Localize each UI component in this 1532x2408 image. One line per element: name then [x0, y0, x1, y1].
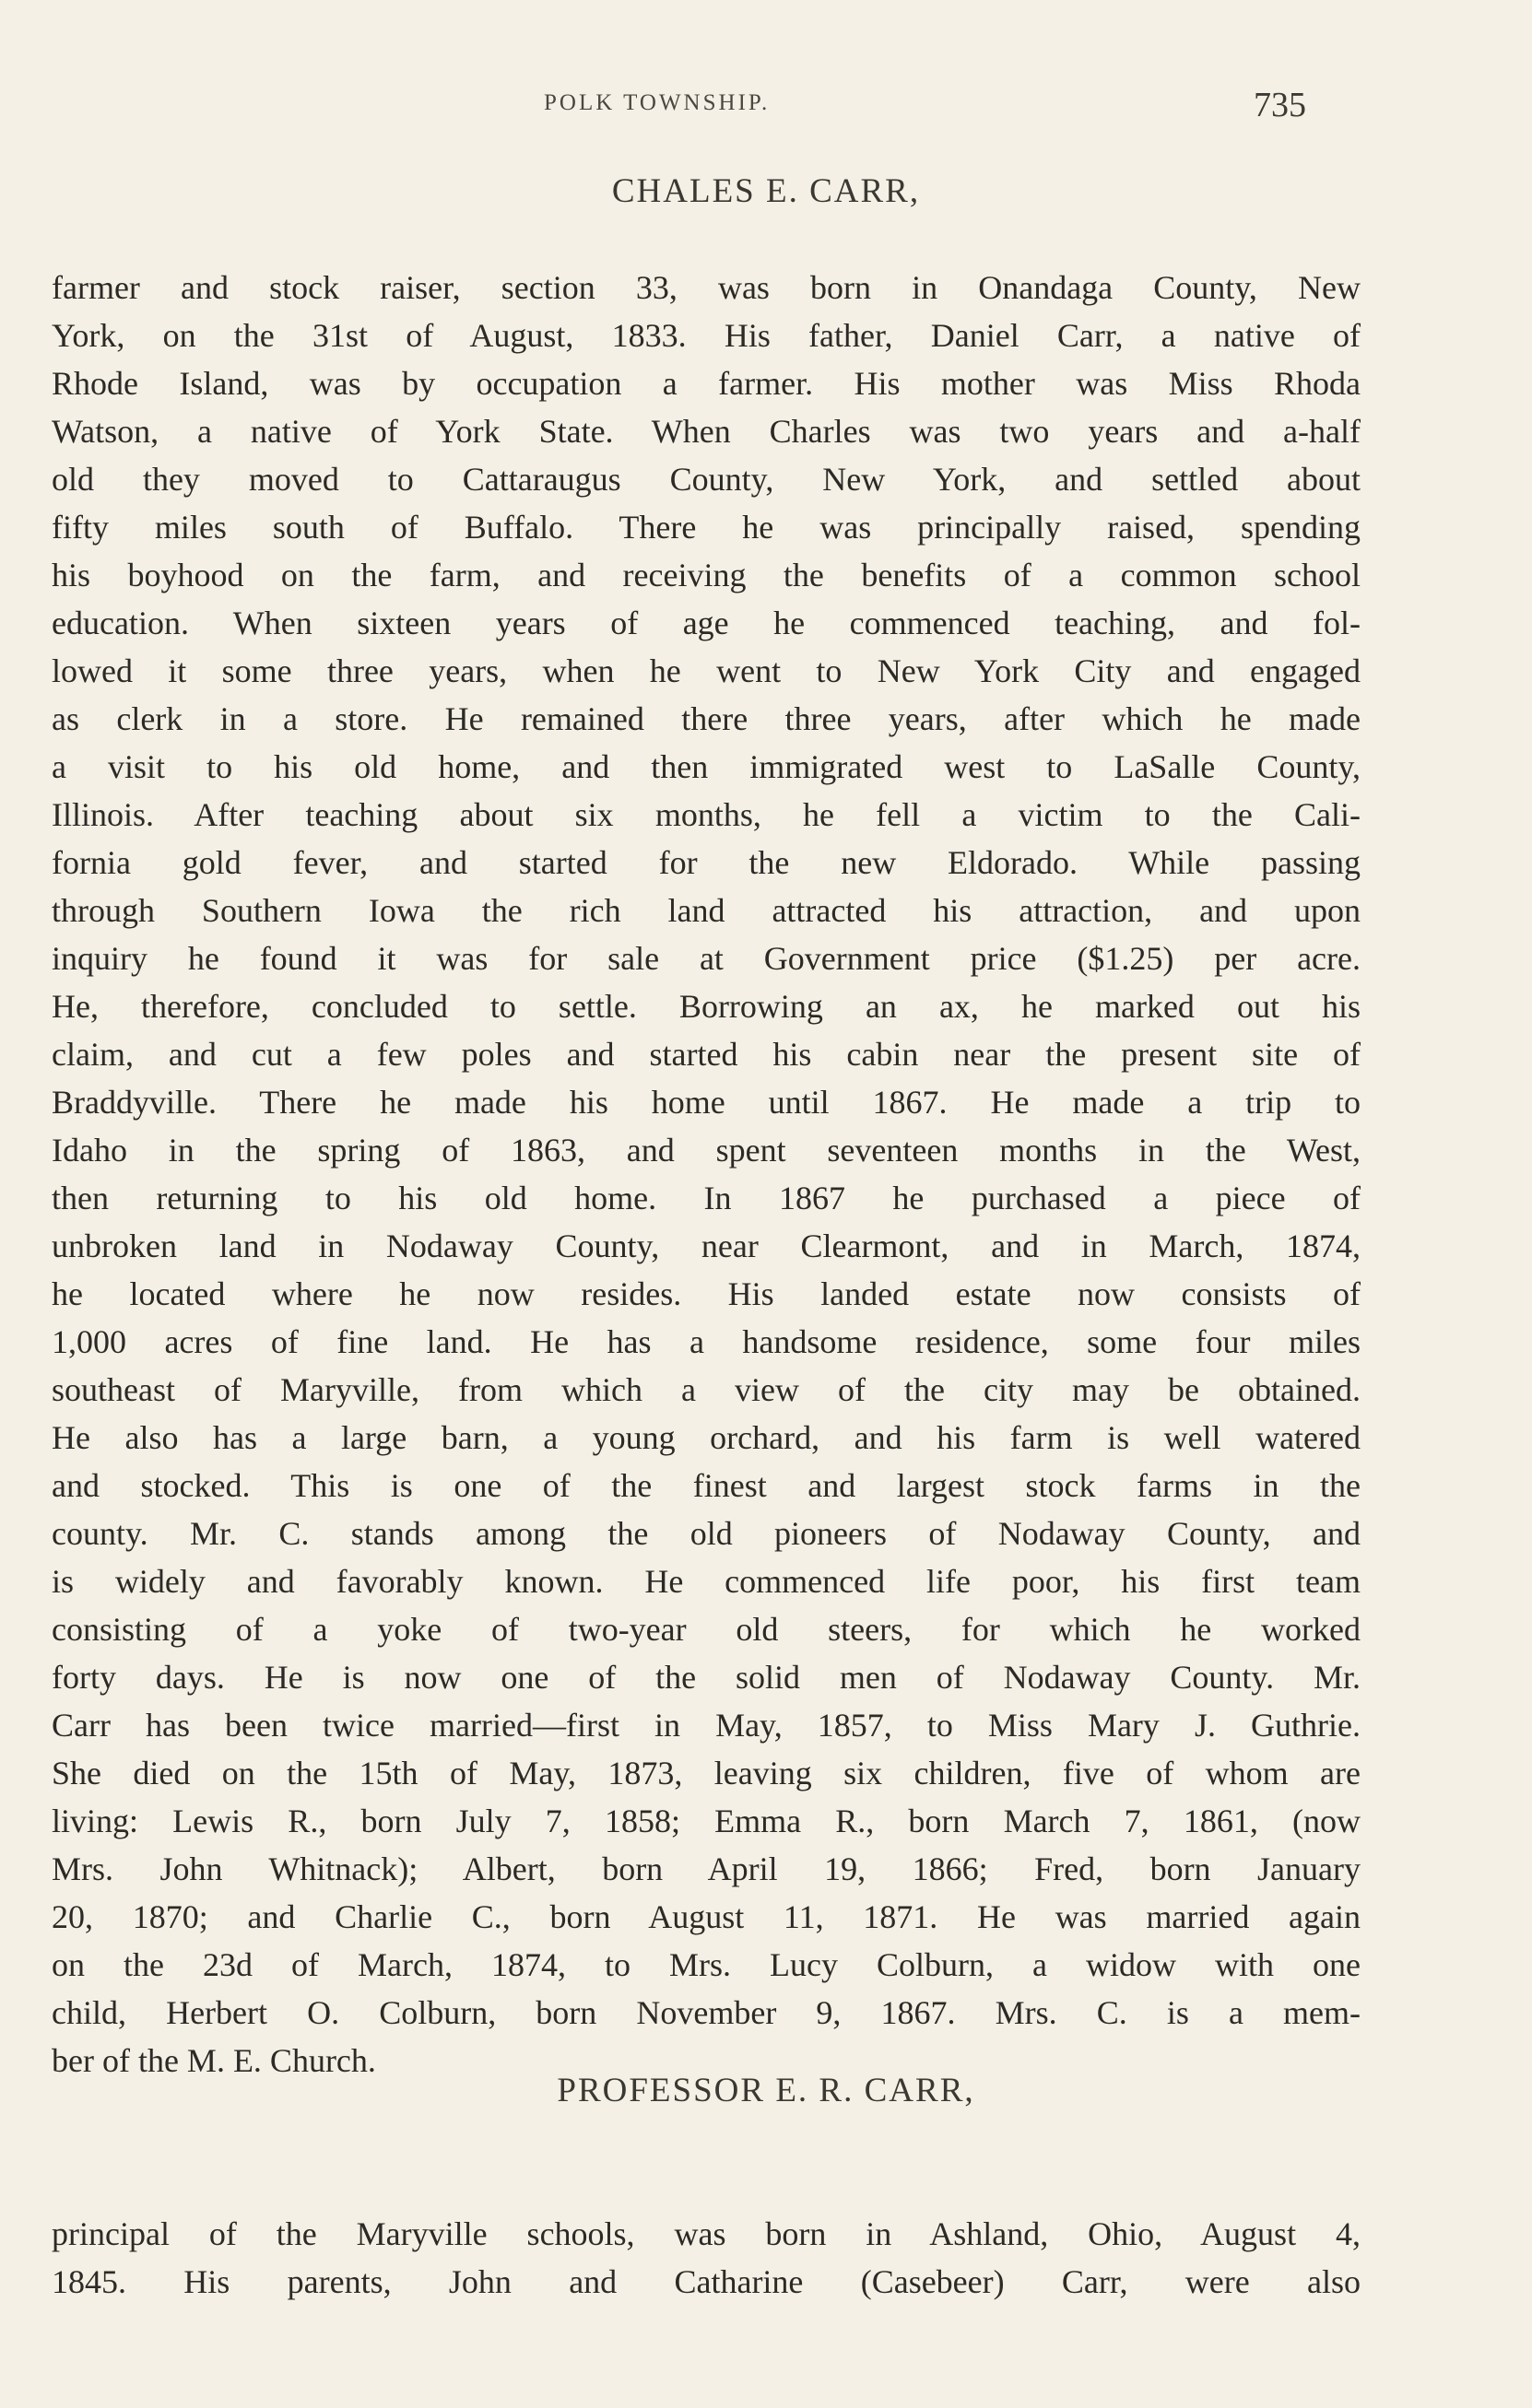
text-line: then returning to his old home. In 1867 he purchased a piece of	[52, 1180, 1361, 1216]
text-line: He also has a large barn, a young orchard, and his farm is well watered	[52, 1419, 1361, 1456]
text-line: forty days. He is now one of the solid men of Nodaway County. Mr.	[52, 1659, 1361, 1696]
text-line: Idaho in the spring of 1863, and spent seventeen months in the West,	[52, 1132, 1361, 1169]
running-head	[0, 86, 1532, 127]
text-line: unbroken land in Nodaway County, near Clearmont, and in March, 1874,	[52, 1227, 1361, 1264]
text-line: his boyhood on the farm, and receiving the benefits of a common school	[52, 557, 1361, 593]
text-line: Rhode Island, was by occupation a farmer. His mother was Miss Rhoda	[52, 365, 1361, 402]
text-line: farmer and stock raiser, section 33, was born in Onandaga County, New	[52, 269, 1361, 306]
text-line: Mrs. John Whitnack); Albert, born April 19, 1866; Fred, born January	[52, 1850, 1361, 1887]
text-line: child, Herbert O. Colburn, born November 9, 1867. Mrs. C. is a mem-	[52, 1994, 1361, 2031]
text-line: Braddyville. There he made his home until 1867. He made a trip to	[52, 1084, 1361, 1121]
text-line: as clerk in a store. He remained there three years, after which he made	[52, 700, 1361, 737]
biography-paragraph-charles-carr	[52, 264, 1361, 2085]
text-line: on the 23d of March, 1874, to Mrs. Lucy Colburn, a widow with one	[52, 1946, 1361, 1983]
text-line: Illinois. After teaching about six months, he fell a victim to the Cali-	[52, 796, 1361, 833]
text-line: inquiry he found it was for sale at Government price ($1.25) per acre.	[52, 940, 1361, 977]
section-heading-charles-carr: CHALES E. CARR,	[611, 172, 921, 210]
text-line: principal of the Maryville schools, was born in Ashland, Ohio, August 4,	[52, 2215, 1361, 2252]
running-title: POLK TOWNSHIP.	[544, 90, 771, 115]
text-line: is widely and favorably known. He commenced life poor, his first team	[52, 1563, 1361, 1600]
text-line: She died on the 15th of May, 1873, leaving six children, five of whom are	[52, 1755, 1361, 1791]
page-number: 735	[1254, 86, 1306, 124]
text-line: Watson, a native of York State. When Charles was two years and a-half	[52, 413, 1361, 450]
text-line: fifty miles south of Buffalo. There he was principally raised, spending	[52, 509, 1361, 546]
text-line: 1,000 acres of fine land. He has a handsome residence, some four miles	[52, 1323, 1361, 1360]
text-line: county. Mr. C. stands among the old pioneers of Nodaway County, and	[52, 1515, 1361, 1552]
text-line: a visit to his old home, and then immigrated west to LaSalle County,	[52, 748, 1361, 785]
text-line: lowed it some three years, when he went to New York City and engaged	[52, 652, 1361, 689]
text-line: He, therefore, concluded to settle. Borrowing an ax, he marked out his	[52, 988, 1361, 1025]
text-line: York, on the 31st of August, 1833. His father, Daniel Carr, a native of	[52, 317, 1361, 354]
text-line: he located where he now resides. His landed estate now consists of	[52, 1275, 1361, 1312]
text-line: through Southern Iowa the rich land attracted his attraction, and upon	[52, 892, 1361, 929]
text-line: claim, and cut a few poles and started his cabin near the present site of	[52, 1036, 1361, 1073]
text-line: Carr has been twice married—first in May, 1857, to Miss Mary J. Guthrie.	[52, 1707, 1361, 1744]
text-line: fornia gold fever, and started for the new Eldorado. While passing	[52, 844, 1361, 881]
section-heading-professor-carr: PROFESSOR E. R. CARR,	[557, 2072, 975, 2109]
text-line: living: Lewis R., born July 7, 1858; Emma R., born March 7, 1861, (now	[52, 1803, 1361, 1839]
text-line: education. When sixteen years of age he commenced teaching, and fol-	[52, 605, 1361, 641]
text-line: southeast of Maryville, from which a view of the city may be obtained.	[52, 1371, 1361, 1408]
text-line: ber of the M. E. Church.	[52, 2042, 376, 2079]
text-line: consisting of a yoke of two-year old steers, for which he worked	[52, 1611, 1361, 1648]
text-line: 20, 1870; and Charlie C., born August 11, 1871. He was married again	[52, 1898, 1361, 1935]
biography-paragraph-professor-carr	[52, 2210, 1361, 2306]
text-line: 1845. His parents, John and Catharine (Casebeer) Carr, were also	[52, 2263, 1361, 2300]
text-line: old they moved to Cattaraugus County, New York, and settled about	[52, 461, 1361, 498]
text-line: and stocked. This is one of the finest and largest stock farms in the	[52, 1467, 1361, 1504]
